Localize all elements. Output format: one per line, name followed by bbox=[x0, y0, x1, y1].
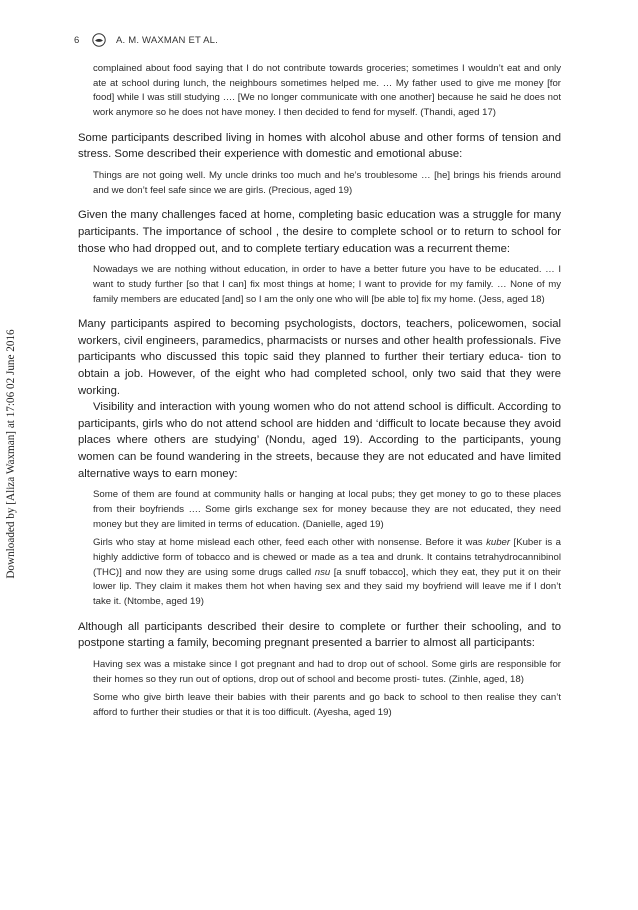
running-header bbox=[74, 32, 218, 48]
quote-text: Some of them are found at community halls or hanging at local pubs; they get money to go to these places from their boyfriends …. Some girls exchange sex for money because they are not educated, they need money but they are limited in terms of education. (Danielle, aged 19) bbox=[93, 489, 561, 530]
quote-zinhle bbox=[93, 658, 561, 687]
publisher-logo-icon bbox=[92, 33, 106, 47]
paragraph-pregnancy-barrier: Although all participants described their desire to complete or further their schooling, and to postpone starting a family, becoming pregnant presented a barrier to almost all participants: bbox=[78, 620, 561, 650]
quote-text: Some who give birth leave their babies with their parents and go back to school to then realise they can’t afford to further their studies or that it is too difficult. (Ayesha, aged 19) bbox=[93, 692, 561, 719]
paragraph-alcohol-abuse: Some participants described living in homes with alcohol abuse and other forms of tension and stress. Some described their experience with domestic and emotional abuse: bbox=[78, 131, 561, 161]
quote-text: Having sex was a mistake since I got pregnant and had to drop out of school. Some girls are responsible for their homes so they run out of options, drop out of school and become prosti- tutes. (Zinhle, aged, 18) bbox=[93, 659, 561, 685]
quote-text-part: Girls who stay at home mislead each other, feed each other with nonsense. Before it was bbox=[93, 537, 487, 549]
quote-text: complained about food saying that I do not contribute towards groceries; sometimes I wouldn’t eat and only ate at school during lunch, the neighbours sometimes helped me. … My father used to give me money [for food] while I was still studying …. [We no longer communicate with one another] because he said he does not work anymore so he does not have money. I then decided to fend for myself. (Thandi, aged 17) bbox=[93, 63, 561, 119]
running-header-authors: A. M. WAXMAN ET AL. bbox=[116, 34, 218, 46]
quote-ayesha bbox=[93, 691, 561, 720]
quote-text bbox=[93, 536, 561, 610]
quote-thandi bbox=[93, 62, 561, 121]
quote-text-part: [Kuber is a highly addictive form of tobacco and is chewed or made as a tea and drunk. It contains tetrahydrocannibinol (THC)] and now they are using some drugs called bbox=[93, 537, 561, 578]
quote-jess bbox=[93, 263, 561, 307]
download-watermark: Downloaded by [Aliza Waxman] at 17:06 02 June 2016 bbox=[5, 329, 17, 579]
paragraph-visibility: Visibility and interaction with young women who do not attend school is difficult. According to participants, girls who do not attend school are hidden and ‘difficult to locate because they avoid places where others are studying’ (Nondu, aged 19). According to the participants, young women can be found wandering in the streets, because they are not educated and have limited alternative ways to earn money: bbox=[78, 401, 561, 480]
paragraph-career-aspirations: Many participants aspired to becoming psychologists, doctors, teachers, policewomen, social workers, civil engineers, paramedics, pharmacists or nurses and other health professionals. Five participants who discussed this topic said they planned to further their tertiary educa- tion to obtain a job. However, of the eight who had completed school, only two said that they were working. bbox=[78, 318, 561, 397]
paragraph-education-struggle: Given the many challenges faced at home, completing basic education was a struggle for many participants. The importance of school , the desire to complete school or to return to school for those who had dropped out, and to complete tertiary education was a recurrent theme: bbox=[78, 209, 561, 255]
page-number: 6 bbox=[74, 34, 80, 46]
term-nsu: nsu bbox=[314, 566, 331, 578]
term-kuber: kuber bbox=[486, 537, 511, 549]
quote-ntombe bbox=[93, 536, 561, 610]
quote-text: Nowadays we are nothing without education, in order to have a better future you have to be educated. … I want to study further [so that I can] fix most things at home; I want to provide for my family. … None of my family members are educated [and] so I am the only one who will [be able to] fix my home. (Jess, aged 18) bbox=[93, 264, 561, 305]
quote-text: Things are not going well. My uncle drinks too much and he’s troublesome … [he] brings his friends around and we don’t feel safe since we are girls. (Precious, aged 19) bbox=[93, 170, 561, 196]
quote-precious bbox=[93, 169, 561, 198]
quote-danielle bbox=[93, 488, 561, 532]
quote-text-part: [a snuff tobacco], which they eat, they put it on their lower lip. They claim it makes them hot when having sex and they said my boyfriend will leave me if I don’t take it. (Ntombe, aged 19) bbox=[93, 566, 561, 608]
article-body bbox=[78, 62, 561, 725]
